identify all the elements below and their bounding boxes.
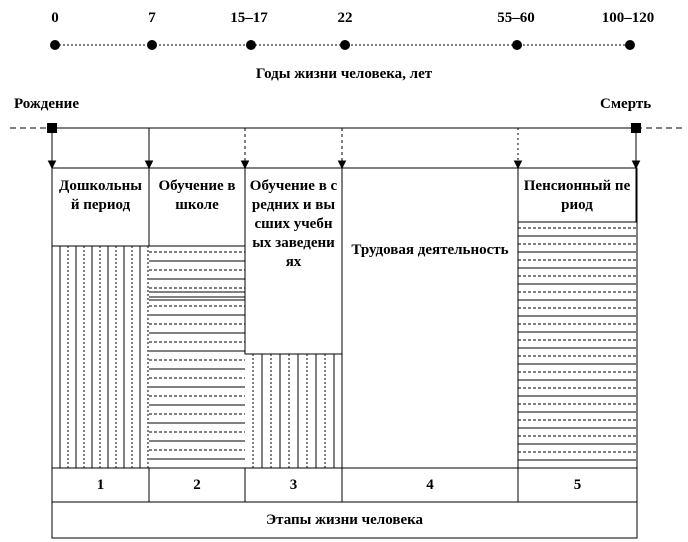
age-label-55-60: 55–60 — [497, 10, 535, 26]
age-marker-22 — [340, 40, 350, 50]
footer-label: Этапы жизни человека — [265, 512, 424, 528]
stage-2-number: 2 — [193, 477, 201, 493]
stage-5-title: Пенсионный период — [523, 178, 631, 213]
stage-4-number: 4 — [426, 477, 434, 493]
stage-1-number: 1 — [96, 477, 105, 493]
death-label: Смерть — [600, 96, 652, 112]
stage-4-title: Трудовая деятельность — [351, 242, 509, 258]
age-marker-55-60 — [512, 40, 522, 50]
stage-3-number: 3 — [289, 477, 298, 493]
stage-arrows — [49, 128, 640, 168]
death-marker — [631, 123, 641, 133]
age-marker-15-17 — [246, 40, 256, 50]
birth-label: Рождение — [14, 96, 79, 112]
axis-title: Годы жизни человека, лет — [255, 66, 433, 82]
age-label-22: 22 — [337, 10, 353, 26]
birth-marker — [47, 123, 57, 133]
age-label-7: 7 — [148, 10, 156, 26]
stage-4-box — [342, 168, 518, 468]
age-label-100-120: 100–120 — [601, 10, 655, 26]
age-marker-7 — [147, 40, 157, 50]
age-label-15-17: 15–17 — [230, 10, 268, 26]
age-marker-0 — [50, 40, 60, 50]
stage-3-title: Обучение в средних и высших учебных заведениях — [249, 178, 338, 270]
age-label-0: 0 — [51, 10, 59, 26]
stage-1-title: Дошкольный период — [59, 178, 142, 213]
stage-5-number: 5 — [573, 477, 582, 493]
stage-2-title: Обучение в школе — [158, 178, 236, 213]
age-marker-100-120 — [625, 40, 635, 50]
